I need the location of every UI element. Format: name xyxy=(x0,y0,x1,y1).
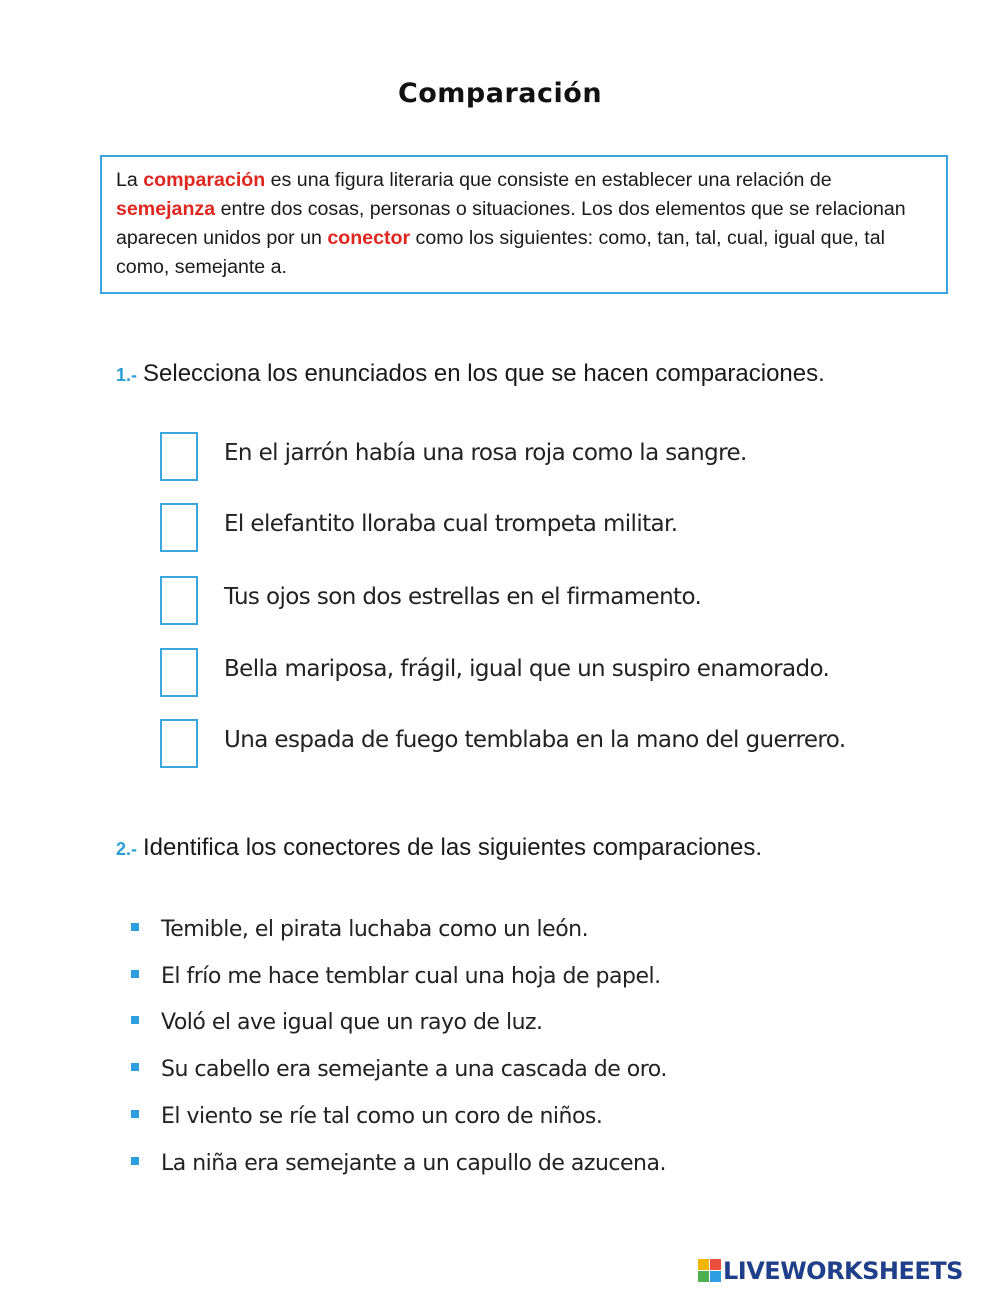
option-3-text: Tus ojos son dos estrellas en el firmamento. xyxy=(224,584,702,610)
question-1-number: 1.- xyxy=(116,365,138,385)
option-5-checkbox[interactable] xyxy=(160,719,198,768)
definition-text: entre dos cosas, personas o situaciones. Los dos elementos que se relacionan aparecen unidos por un xyxy=(116,198,906,249)
option-4-text: Bella mariposa, frágil, igual que un suspiro enamorado. xyxy=(224,656,830,682)
question-1 xyxy=(116,360,825,388)
list-item-text: Su cabello era semejante a una cascada de oro. xyxy=(161,1057,667,1082)
option-2-checkbox[interactable] xyxy=(160,503,198,552)
bullet-icon xyxy=(131,970,139,978)
keyword-comparacion: comparación xyxy=(143,169,266,191)
question-1-text: Selecciona los enunciados en los que se hacen comparaciones. xyxy=(143,360,825,387)
list-item-text: Voló el ave igual que un rayo de luz. xyxy=(161,1010,543,1035)
bullet-icon xyxy=(131,1110,139,1118)
liveworksheets-logo-icon xyxy=(698,1259,722,1283)
list-item-text: El viento se ríe tal como un coro de niños. xyxy=(161,1104,603,1129)
option-4-checkbox[interactable] xyxy=(160,648,198,697)
question-2 xyxy=(116,834,762,862)
page-title: Comparación xyxy=(397,78,603,109)
definition-box xyxy=(100,155,948,294)
option-2-text: El elefantito lloraba cual trompeta militar. xyxy=(224,511,678,537)
definition-text: como los siguientes: como, tan, tal, cual, igual que, tal como, semejante a. xyxy=(116,227,885,278)
keyword-semejanza: semejanza xyxy=(116,198,216,220)
option-1-text: En el jarrón había una rosa roja como la sangre. xyxy=(224,440,747,466)
definition-text: La xyxy=(116,169,144,191)
list-item-text: Temible, el pirata luchaba como un león. xyxy=(161,917,589,942)
list-item-text: La niña era semejante a un capullo de azucena. xyxy=(161,1151,666,1176)
option-3-checkbox[interactable] xyxy=(160,576,198,625)
bullet-icon xyxy=(131,1063,139,1071)
definition-text: es una figura literaria que consiste en establecer una relación de xyxy=(265,169,832,191)
option-5-text: Una espada de fuego temblaba en la mano del guerrero. xyxy=(224,727,846,753)
bullet-icon xyxy=(131,1157,139,1165)
question-2-text: Identifica los conectores de las siguientes comparaciones. xyxy=(143,834,763,861)
brand-name: LIVEWORKSHEETS xyxy=(723,1257,963,1285)
bullet-icon xyxy=(131,1016,139,1024)
question-2-number: 2.- xyxy=(116,839,138,859)
keyword-conector: conector xyxy=(327,227,411,249)
list-item-text: El frío me hace temblar cual una hoja de papel. xyxy=(161,964,661,989)
bullet-icon xyxy=(131,923,139,931)
option-1-checkbox[interactable] xyxy=(160,432,198,481)
